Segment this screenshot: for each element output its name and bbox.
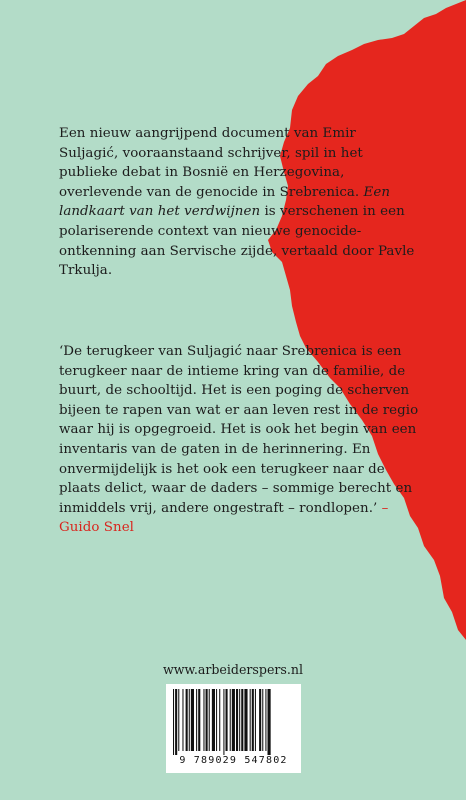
blurb-paragraph <box>59 124 419 281</box>
quote-attribution: – Guido Snel <box>59 500 389 536</box>
book-title-italic: Een landkaart van het verdwijnen <box>59 184 391 220</box>
barcode-panel <box>166 684 301 773</box>
review-quote <box>59 342 419 538</box>
barcode-icon <box>172 689 295 755</box>
publisher-website[interactable]: www.arbeiderspers.nl <box>162 662 304 677</box>
blurb-intro-text: Een nieuw aangrijpend document van Emir Suljagić, vooraanstaand schrijver, spil in het publieke debat in Bosnië en Herzegovina, overlevende van de genocide in Srebrenica. <box>59 126 363 200</box>
quote-text: ‘De terugkeer van Suljagić naar Srebrenica is een terugkeer naar de intieme kring van de familie, de buurt, de schooltijd. Het is een poging de scherven bijeen te rapen van wat er aan leven rest in de regio waar hij is opgegroeid. Het is ook het begin van een inventaris van de gaten in de herinnering. En onvermijdelijk is het ook een terugkeer naar de plaats delict, waar de daders – sommige berecht en inmiddels vrij, andere ongestraft – rondlopen.’ <box>59 344 419 516</box>
blurb-continuation-text: is verschenen in een polariserende context van nieuwe genocide-ontkenning aan Servische zijde, vertaald door Pavle Trkulja. <box>59 204 415 279</box>
isbn-digits: 9 789029 547802 <box>179 755 288 766</box>
